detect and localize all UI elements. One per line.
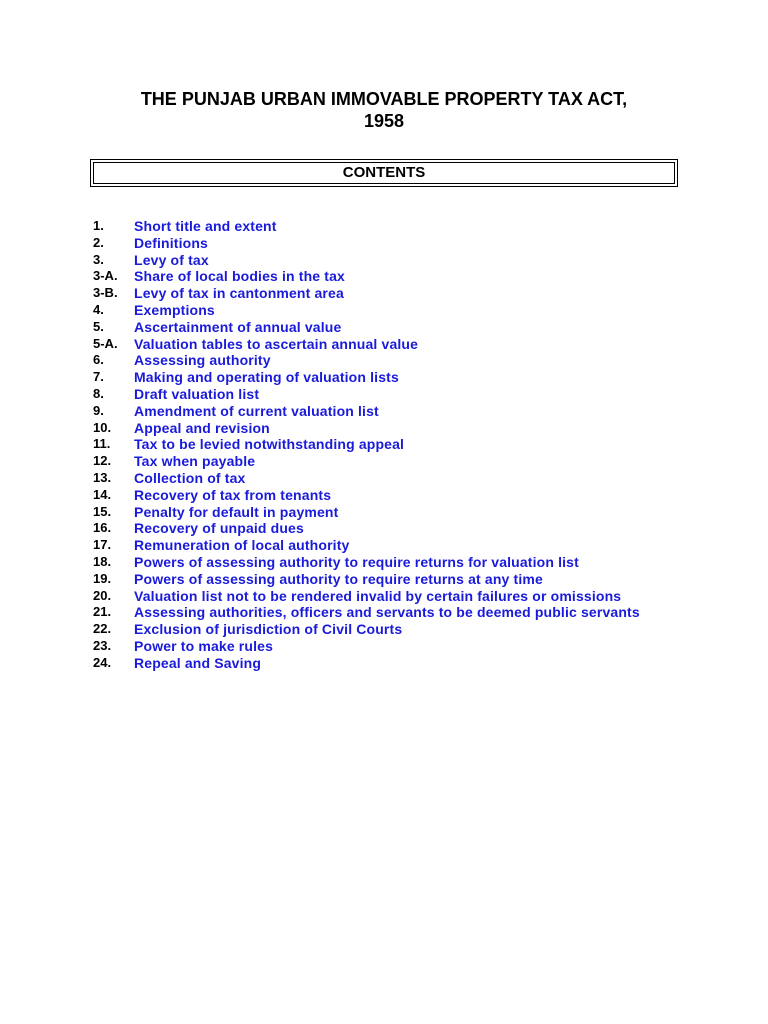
toc-item-link[interactable]: Penalty for default in payment xyxy=(134,503,339,520)
document-title-line-2: 1958 xyxy=(363,111,405,131)
toc-item-number: 7. xyxy=(93,369,104,385)
toc-item-number: 2. xyxy=(93,234,104,250)
toc-item-link[interactable]: Amendment of current valuation list xyxy=(134,402,379,419)
toc-item xyxy=(93,285,693,302)
toc-item-number: 24. xyxy=(93,654,112,670)
toc-item-link[interactable]: Exclusion of jurisdiction of Civil Courts xyxy=(134,621,403,638)
toc-item-link[interactable]: Recovery of tax from tenants xyxy=(134,486,332,503)
toc-item-number: 8. xyxy=(93,385,104,401)
toc-item-link[interactable]: Recovery of unpaid dues xyxy=(134,520,304,537)
contents-heading-box xyxy=(93,162,675,184)
toc-item xyxy=(93,453,693,470)
toc-item xyxy=(93,588,693,605)
toc-item-number: 16. xyxy=(93,520,112,536)
toc-item-number: 12. xyxy=(93,453,112,469)
toc-item-link[interactable]: Repeal and Saving xyxy=(134,654,262,671)
toc-item-link[interactable]: Appeal and revision xyxy=(134,419,270,436)
toc-item-number: 22. xyxy=(93,621,112,637)
toc-item xyxy=(93,252,693,269)
toc-item-number: 17. xyxy=(93,537,112,553)
toc-item-link[interactable]: Valuation list not to be rendered invalid by certain failures or omissions xyxy=(134,587,622,604)
document-title xyxy=(80,88,688,132)
toc-item xyxy=(93,336,693,353)
toc-item-number: 1. xyxy=(93,218,104,233)
toc-item-number: 9. xyxy=(93,402,104,418)
toc-item xyxy=(93,554,693,571)
toc-item xyxy=(93,504,693,521)
toc-item-link[interactable]: Share of local bodies in the tax xyxy=(134,268,345,285)
toc-item-number: 23. xyxy=(93,637,112,653)
toc-item xyxy=(93,604,693,621)
toc-item-number: 20. xyxy=(93,587,112,603)
toc-item-link[interactable]: Tax to be levied notwithstanding appeal xyxy=(134,436,405,453)
toc-item-number: 11. xyxy=(93,436,111,452)
toc-item-number: 18. xyxy=(93,553,112,569)
toc-item-number: 5. xyxy=(93,318,104,334)
toc-item xyxy=(93,537,693,554)
toc-item xyxy=(93,352,693,369)
toc-item xyxy=(93,386,693,403)
toc-item-link[interactable]: Short title and extent xyxy=(134,218,277,234)
toc-item-link[interactable]: Draft valuation list xyxy=(134,385,260,402)
toc-item-number: 15. xyxy=(93,503,112,519)
toc-item xyxy=(93,621,693,638)
toc-item-link[interactable]: Collection of tax xyxy=(134,469,246,486)
toc-item-link[interactable]: Making and operating of valuation lists xyxy=(134,369,399,386)
toc-item-link[interactable]: Levy of tax in cantonment area xyxy=(134,285,344,302)
table-of-contents xyxy=(93,218,693,672)
toc-item xyxy=(93,268,693,285)
toc-item-link[interactable]: Remuneration of local authority xyxy=(134,537,350,554)
toc-item-number: 19. xyxy=(93,570,112,586)
toc-item xyxy=(93,420,693,437)
toc-item-number: 3-A. xyxy=(93,268,118,284)
toc-item-link[interactable]: Tax when payable xyxy=(134,453,256,470)
toc-item xyxy=(93,487,693,504)
toc-item-link[interactable]: Powers of assessing authority to require returns for valuation list xyxy=(134,553,579,570)
toc-item-link[interactable]: Ascertainment of annual value xyxy=(134,318,342,335)
toc-item-link[interactable]: Assessing authority xyxy=(134,352,271,369)
toc-item-number: 10. xyxy=(93,419,112,435)
toc-item xyxy=(93,520,693,537)
toc-item xyxy=(93,319,693,336)
toc-item-number: 21. xyxy=(93,604,112,620)
toc-item xyxy=(93,302,693,319)
toc-item-link[interactable]: Valuation tables to ascertain annual value xyxy=(134,335,419,352)
toc-item-link[interactable]: Exemptions xyxy=(134,301,215,318)
toc-item-link[interactable]: Levy of tax xyxy=(134,251,209,268)
toc-item xyxy=(93,218,693,235)
toc-item xyxy=(93,235,693,252)
toc-item-link[interactable]: Assessing authorities, officers and servants to be deemed public servants xyxy=(134,604,640,621)
toc-item xyxy=(93,436,693,453)
toc-item xyxy=(93,638,693,655)
toc-item-number: 6. xyxy=(93,352,104,368)
toc-item xyxy=(93,655,693,672)
toc-item xyxy=(93,470,693,487)
toc-item-number: 13. xyxy=(93,469,112,485)
contents-heading: CONTENTS xyxy=(342,164,426,181)
toc-item xyxy=(93,571,693,588)
toc-item-number: 3. xyxy=(93,251,104,267)
toc-item xyxy=(93,403,693,420)
toc-item-number: 14. xyxy=(93,486,112,502)
document-title-line-1: THE PUNJAB URBAN IMMOVABLE PROPERTY TAX ACT, xyxy=(140,89,628,109)
toc-item-number: 5-A. xyxy=(93,335,118,351)
toc-item-link[interactable]: Definitions xyxy=(134,234,208,251)
toc-item-number: 4. xyxy=(93,301,104,317)
toc-item-number: 3-B. xyxy=(93,285,118,301)
toc-item-link[interactable]: Powers of assessing authority to require returns at any time xyxy=(134,570,543,587)
toc-item xyxy=(93,369,693,386)
toc-item-link[interactable]: Power to make rules xyxy=(134,637,274,654)
